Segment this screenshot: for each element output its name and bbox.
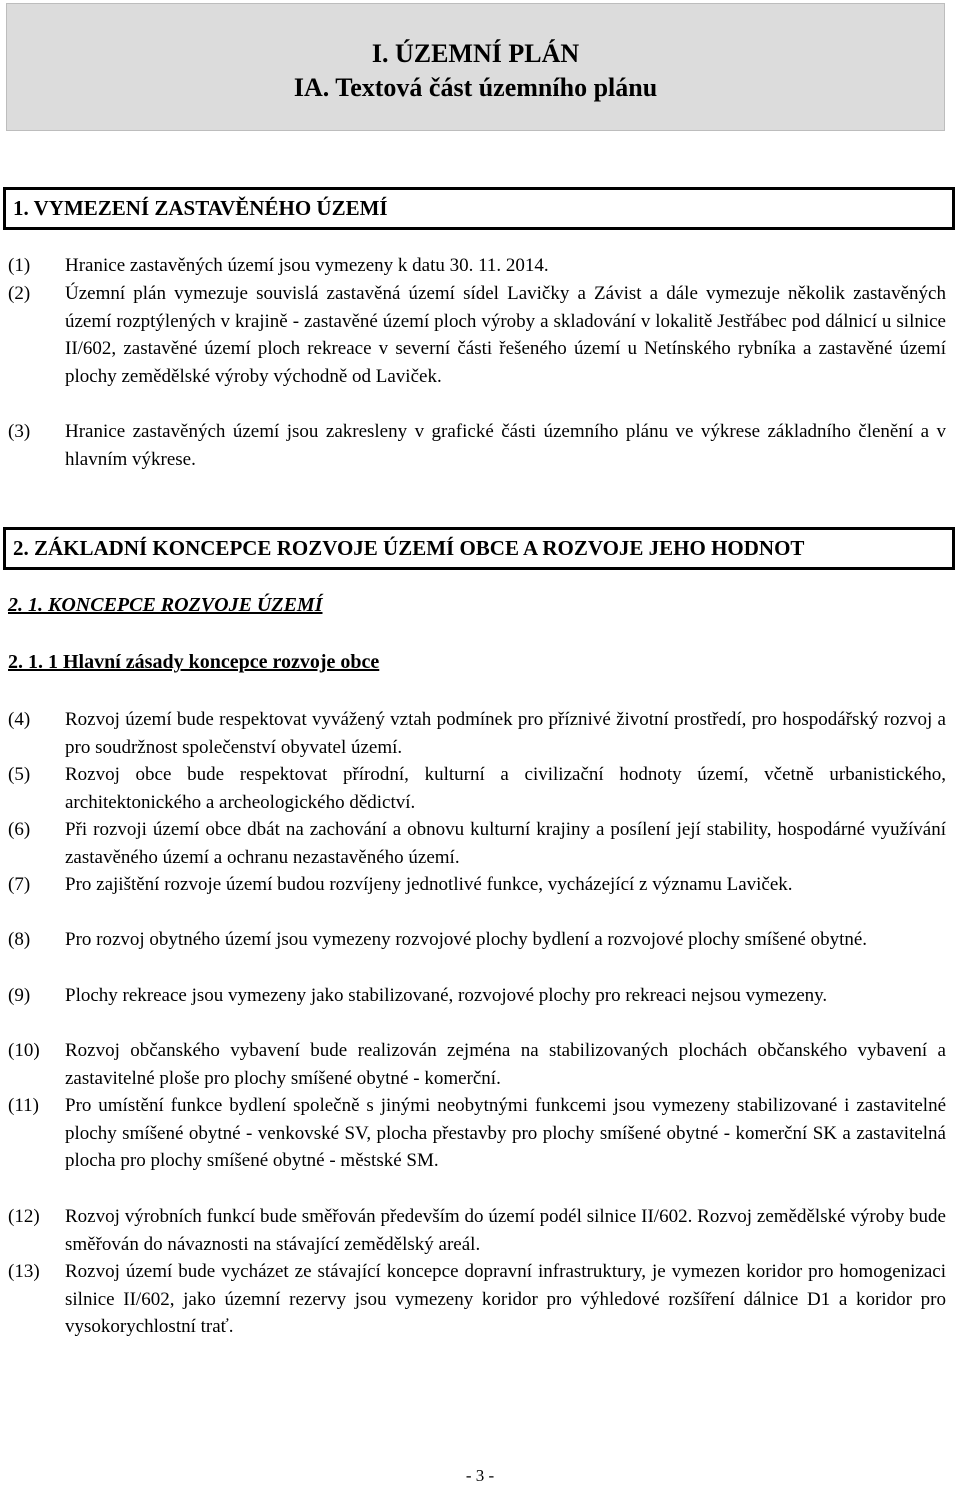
paragraph-3 — [8, 418, 946, 473]
paragraph-number: (3) — [8, 421, 31, 442]
paragraph-number: (7) — [8, 874, 31, 895]
paragraph-4 — [8, 706, 946, 761]
paragraph-8 — [8, 926, 946, 954]
paragraph-number: (13) — [8, 1261, 40, 1282]
document-title-box — [6, 3, 945, 131]
paragraph-text: Při rozvoji území obce dbát na zachování a obnovu kulturní krajiny a posílení její stability, hospodárné využívání zastavěného území a ochranu nezastavěného území. — [65, 819, 946, 868]
paragraph-text: Plochy rekreace jsou vymezeny jako stabilizované, rozvojové plochy pro rekreaci nejsou vymezeny. — [65, 985, 828, 1006]
document-title: I. ÚZEMNÍ PLÁN — [371, 39, 580, 68]
paragraph-number: (4) — [8, 709, 31, 730]
paragraph-text: Územní plán vymezuje souvislá zastavěná území sídel Lavičky a Závist a dále vymezuje několik zastavěných území rozptýlených v krajině - zastavěné území ploch výroby a skladování v lokalitě Jestřábec pod dálnicí u silnice II/602, zastavěné území ploch rekreace v severní části řešeného území u Netínského rybníka a zastavěné území plochy zemědělské výroby východně od Laviček. — [65, 283, 946, 387]
paragraph-text: Hranice zastavěných území jsou vymezeny k datu 30. 11. 2014. — [65, 255, 549, 276]
section-2-heading: 2. ZÁKLADNÍ KONCEPCE ROZVOJE ÚZEMÍ OBCE A ROZVOJE JEHO HODNOT — [3, 527, 955, 570]
paragraph-11 — [8, 1092, 946, 1175]
paragraph-number: (5) — [8, 764, 31, 785]
paragraph-text: Pro zajištění rozvoje území budou rozvíjeny jednotlivé funkce, vycházející z významu Laviček. — [65, 874, 793, 895]
paragraph-number: (10) — [8, 1040, 40, 1061]
paragraph-text: Pro rozvoj obytného území jsou vymezeny rozvojové plochy bydlení a rozvojové plochy smíšené obytné. — [65, 929, 868, 950]
paragraph-1 — [8, 252, 946, 280]
paragraph-text: Rozvoj občanského vybavení bude realizován zejména na stabilizovaných plochách občanského vybavení a zastavitelné ploše pro plochy smíšené obytné - komerční. — [65, 1040, 946, 1089]
paragraph-2 — [8, 280, 946, 390]
paragraph-12 — [8, 1203, 946, 1258]
paragraph-9 — [8, 982, 946, 1010]
paragraph-10 — [8, 1037, 946, 1092]
paragraph-7 — [8, 871, 946, 899]
paragraph-text: Rozvoj území bude vycházet ze stávající koncepce dopravní infrastruktury, je vymezen koridor pro homogenizaci silnice II/602, jako územní rezervy jsou vymezeny koridor pro výhledové rozšíření dálnice D1 a koridor pro vysokorychlostní trať. — [65, 1261, 946, 1338]
paragraph-number: (9) — [8, 985, 31, 1006]
subsection-heading: 2. 1. KONCEPCE ROZVOJE ÚZEMÍ — [8, 594, 323, 616]
paragraph-text: Pro umístění funkce bydlení společně s jinými neobytnými funkcemi jsou vymezeny stabilizované i zastavitelné plochy smíšené obytné - venkovské SV, plocha přestavby pro plochy smíšené obytné - komerční SK a zastavitelná plocha pro plochy smíšené obytné - městské SM. — [65, 1095, 946, 1172]
paragraph-text: Rozvoj obce bude respektovat přírodní, kulturní a civilizační hodnoty území, včetně urbanistického, architektonického a archeologického dědictví. — [65, 764, 946, 813]
document-subtitle: IA. Textová část územního plánu — [293, 73, 658, 102]
paragraph-number: (2) — [8, 283, 31, 304]
paragraph-number: (12) — [8, 1206, 40, 1227]
section-1-heading: 1. VYMEZENÍ ZASTAVĚNÉHO ÚZEMÍ — [3, 187, 955, 230]
paragraph-6 — [8, 816, 946, 871]
paragraph-text: Hranice zastavěných území jsou zakresleny v grafické části územního plánu ve výkrese základního členění a v hlavním výkrese. — [65, 421, 946, 470]
paragraph-13 — [8, 1258, 946, 1341]
paragraph-text: Rozvoj výrobních funkcí bude směřován především do území podél silnice II/602. Rozvoj zemědělské výroby bude směřován do návaznosti na stávající zemědělský areál. — [65, 1206, 946, 1255]
paragraph-number: (1) — [8, 255, 31, 276]
paragraph-number: (6) — [8, 819, 31, 840]
paragraph-5 — [8, 761, 946, 816]
subsubsection-heading: 2. 1. 1 Hlavní zásady koncepce rozvoje obce — [8, 651, 380, 673]
paragraph-number: (8) — [8, 929, 31, 950]
page-number: - 3 - — [465, 1466, 495, 1485]
paragraph-number: (11) — [8, 1095, 39, 1116]
paragraph-text: Rozvoj území bude respektovat vyvážený vztah podmínek pro příznivé životní prostředí, pro hospodářský rozvoj a pro soudržnost společenství obyvatel území. — [65, 709, 946, 758]
